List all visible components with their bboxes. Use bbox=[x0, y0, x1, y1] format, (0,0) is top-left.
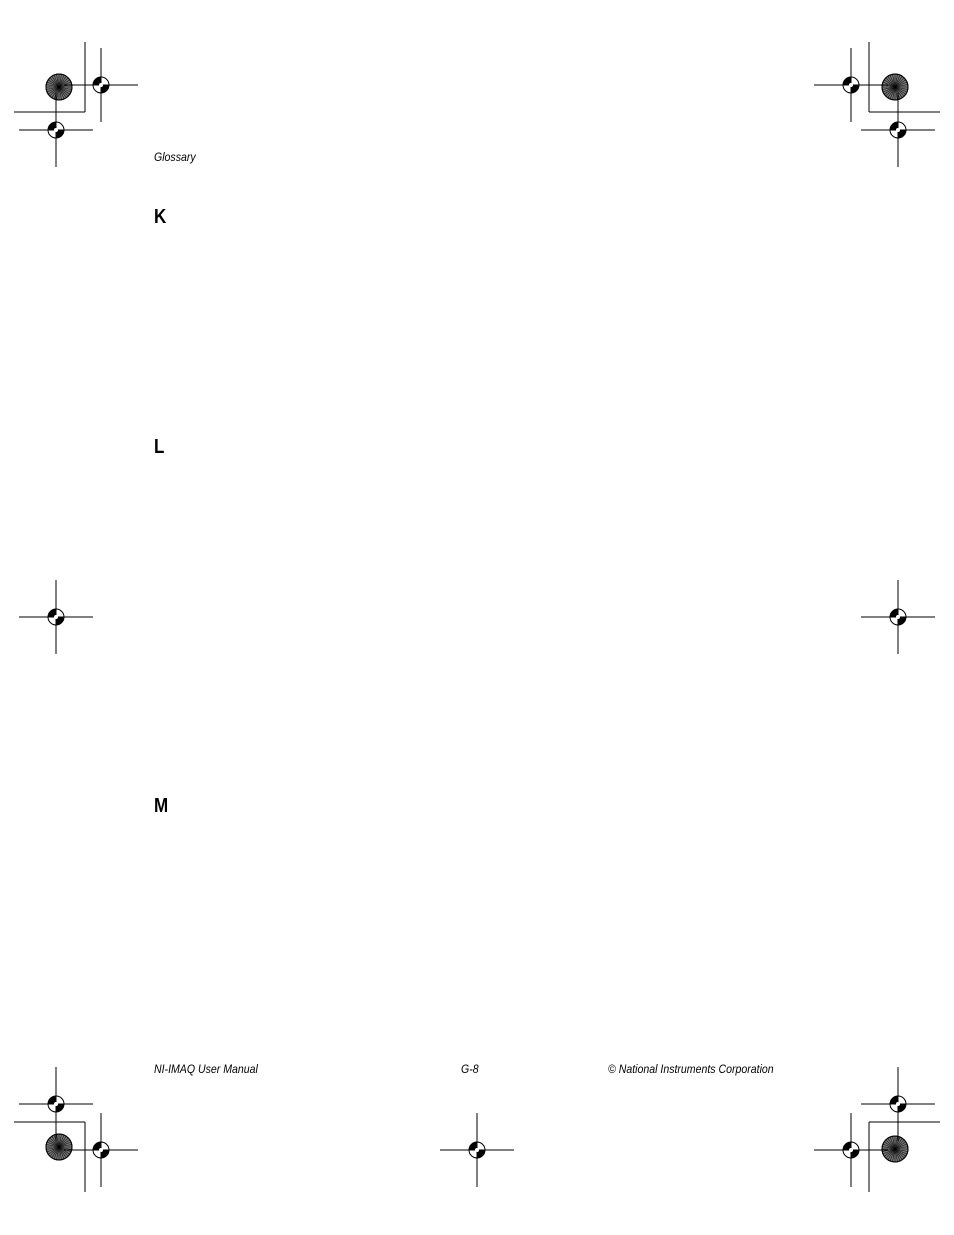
footer-page-number: G-8 bbox=[461, 1062, 479, 1076]
section-heading-m: M bbox=[154, 795, 169, 817]
footer-copyright: © National Instruments Corporation bbox=[608, 1062, 774, 1076]
footer-manual-title: NI-IMAQ User Manual bbox=[154, 1062, 258, 1076]
running-head: Glossary bbox=[154, 150, 196, 164]
section-heading-k: K bbox=[154, 206, 167, 228]
section-heading-l: L bbox=[154, 436, 165, 458]
